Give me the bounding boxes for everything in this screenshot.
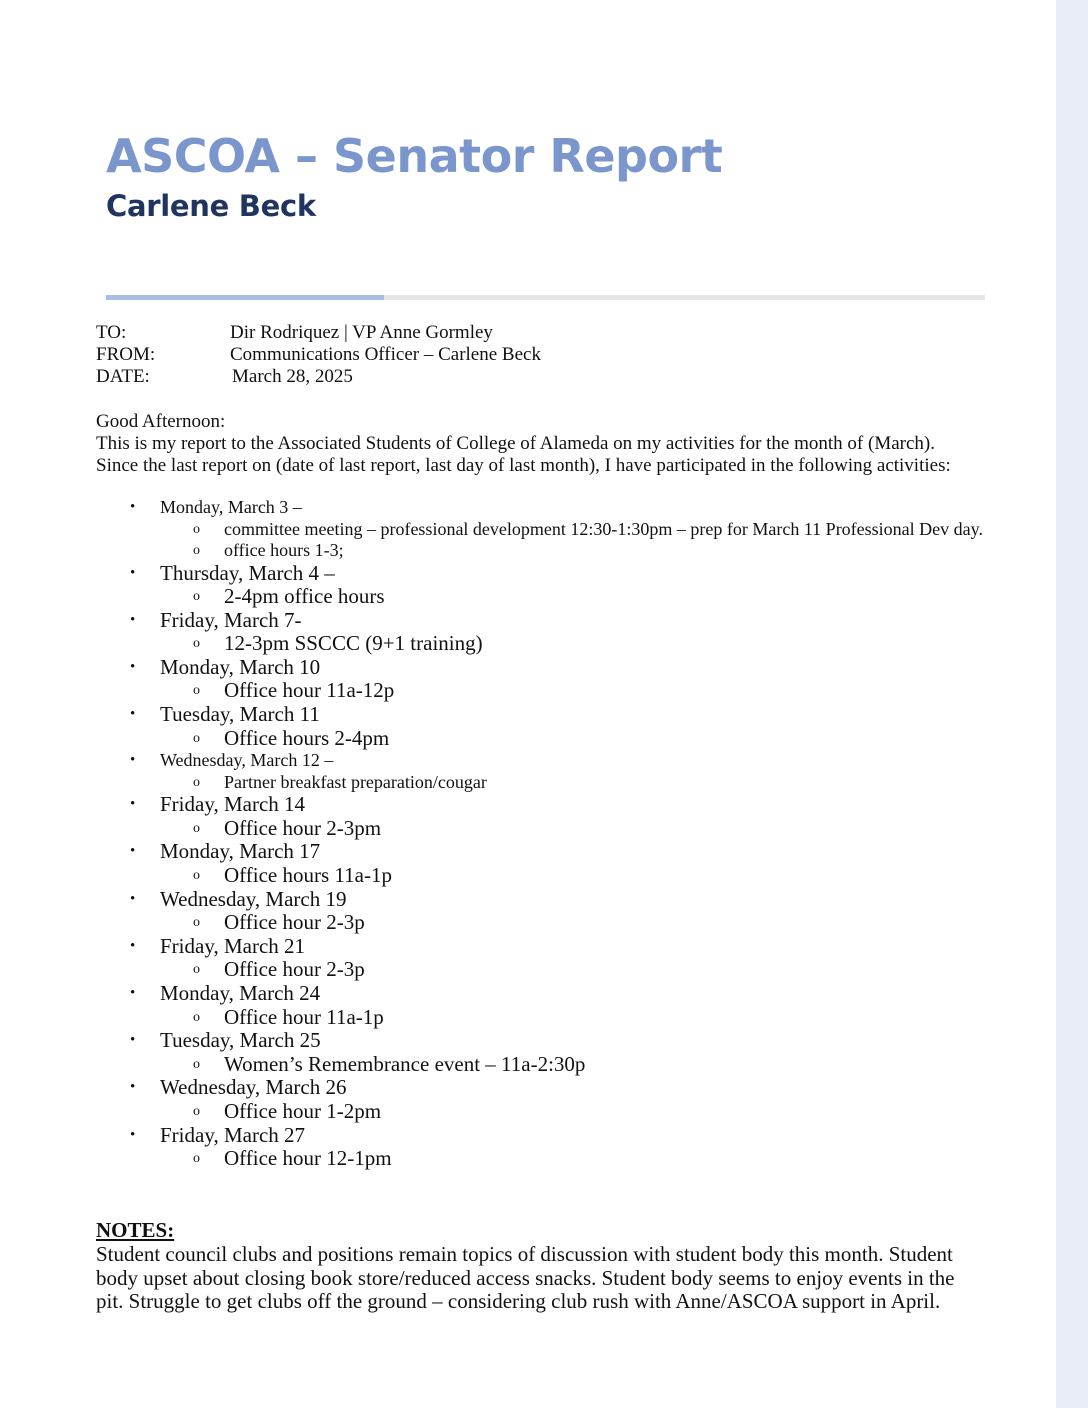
sub-bullet-icon: o [193, 589, 200, 605]
memo-date-value: March 28, 2025 [232, 366, 353, 387]
memo-to-label: TO: [96, 322, 127, 343]
activity-item-label: Office hour 12-1pm [224, 1146, 392, 1171]
activity-day-label: Friday, March 21 [160, 933, 306, 958]
bullet-icon: • [130, 1126, 136, 1143]
activity-day-label: Monday, March 24 [160, 981, 321, 1005]
memo-to-value: Dir Rodriquez | VP Anne Gormley [230, 322, 493, 343]
sub-bullet-icon: o [193, 683, 200, 699]
sub-bullet-icon: o [193, 636, 200, 652]
greeting: Good Afternoon: [96, 411, 226, 432]
bullet-icon: • [130, 1079, 136, 1096]
activity-day-label: Monday, March 10 [160, 654, 321, 679]
sub-bullet-icon: o [193, 1103, 200, 1119]
bullet-icon: • [130, 706, 136, 723]
activities-list [96, 497, 1056, 1171]
sub-bullet-icon: o [193, 820, 200, 836]
header-rule [384, 295, 985, 300]
activity-item-label: 12-3pm SSCCC (9+1 training) [224, 631, 483, 656]
activity-day-label: Friday, March 27 [160, 1122, 306, 1147]
activity-item [96, 817, 1056, 841]
activity-item [96, 772, 1056, 794]
activity-item-label: committee meeting – professional development 12:30-1:30pm – prep for March 11 Professional Dev day. [224, 518, 983, 539]
activity-item-label: Office hour 1-2pm [224, 1098, 382, 1123]
activity-day [96, 703, 1056, 727]
activity-day-label: Monday, March 17 [160, 839, 321, 864]
intro-line-2: Since the last report on (date of last report, last day of last month), I have participated in the following activities: [96, 455, 951, 476]
sub-bullet-icon: o [193, 1151, 200, 1167]
activity-item-label: Office hour 2-3p [224, 910, 365, 935]
activity-day [96, 497, 1056, 519]
activity-day [96, 609, 1056, 633]
sub-bullet-icon: o [193, 962, 200, 978]
activity-item-label: office hours 1-3; [224, 540, 344, 560]
activity-day [96, 562, 1056, 586]
activity-item [96, 632, 1056, 656]
intro-line-1: This is my report to the Associated Students of College of Alameda on my activities for the month of (March). [96, 433, 935, 454]
activity-day-label: Wednesday, March 12 – [160, 750, 334, 771]
header-rule-accent [106, 295, 384, 300]
activity-day [96, 888, 1056, 912]
activity-day [96, 935, 1056, 959]
activity-item-label: Office hour 2-3p [224, 957, 365, 982]
bullet-icon: • [130, 499, 136, 515]
memo-from-label: FROM: [96, 344, 156, 365]
bullet-icon: • [130, 611, 136, 628]
sub-bullet-icon: o [193, 774, 200, 790]
sub-bullet-icon: o [193, 1056, 200, 1072]
activity-day-label: Monday, March 3 – [160, 497, 302, 517]
bullet-icon: • [130, 752, 136, 769]
bullet-icon: • [130, 564, 136, 581]
activity-item [96, 519, 984, 541]
activity-day [96, 750, 1056, 772]
activity-item [96, 679, 1056, 703]
intro [96, 411, 1026, 477]
page-side-bar [1056, 0, 1088, 1408]
bullet-icon: • [130, 937, 136, 954]
activity-item [96, 958, 1056, 982]
bullet-icon: • [130, 843, 136, 860]
activity-day [96, 1029, 1056, 1053]
bullet-icon: • [130, 890, 136, 907]
activity-item [96, 911, 1056, 935]
activity-day-label: Friday, March 7- [160, 607, 302, 632]
activity-item [96, 585, 1056, 609]
report-title: ASCOA – Senator Report [106, 129, 723, 183]
activity-day [96, 793, 1056, 817]
activity-item [96, 1053, 1056, 1077]
activity-day [96, 1124, 1056, 1148]
activity-item [96, 540, 1056, 562]
activity-day [96, 982, 1056, 1006]
activity-item-label: Office hour 11a-12p [224, 678, 395, 703]
activity-day-label: Wednesday, March 19 [160, 886, 347, 911]
bullet-icon: • [130, 658, 136, 675]
activity-item [96, 1147, 1056, 1171]
activity-item-label: Office hours 11a-1p [224, 863, 392, 888]
bullet-icon: • [130, 1032, 136, 1049]
activity-day [96, 656, 1056, 680]
sub-bullet-icon: o [193, 868, 200, 884]
notes-text: Student council clubs and positions remain topics of discussion with student body this month. Student body upset about closing book store/reduced access snacks. Student body seems to enjoy events in the pit. Struggle to get clubs off the ground – considering club rush with Anne/ASCOA support in April. [96, 1242, 955, 1314]
activity-day-label: Tuesday, March 25 [160, 1028, 321, 1053]
activity-item-label: Partner breakfast preparation/cougar [224, 771, 487, 792]
activity-item-label: Women’s Remembrance event – 11a-2:30p [224, 1051, 586, 1076]
activity-day-label: Tuesday, March 11 [160, 702, 320, 727]
activity-item-label: Office hour 11a-1p [224, 1004, 384, 1029]
bullet-icon: • [130, 985, 136, 1001]
activity-item-label: Office hours 2-4pm [224, 725, 390, 750]
activity-item-label: Office hour 2-3pm [224, 815, 382, 840]
activity-item [96, 864, 1056, 888]
sub-bullet-icon: o [193, 915, 200, 931]
sub-bullet-icon: o [193, 730, 200, 746]
activity-item [96, 1006, 1056, 1030]
bullet-icon: • [130, 796, 136, 813]
activity-day-label: Thursday, March 4 – [160, 560, 335, 585]
activity-item [96, 1100, 1056, 1124]
activity-day [96, 1076, 1056, 1100]
sub-bullet-icon: o [193, 521, 200, 537]
notes-heading: NOTES: [96, 1218, 175, 1242]
memo-from-value: Communications Officer – Carlene Beck [230, 344, 541, 365]
activity-item-label: 2-4pm office hours [224, 584, 385, 609]
activity-day-label: Friday, March 14 [160, 792, 306, 817]
memo-date-label: DATE: [96, 366, 150, 387]
sub-bullet-icon: o [193, 543, 200, 558]
activity-day-label: Wednesday, March 26 [160, 1075, 347, 1100]
report-author: Carlene Beck [106, 189, 316, 223]
sub-bullet-icon: o [193, 1009, 200, 1025]
activity-day [96, 840, 1056, 864]
activity-item [96, 727, 1056, 751]
